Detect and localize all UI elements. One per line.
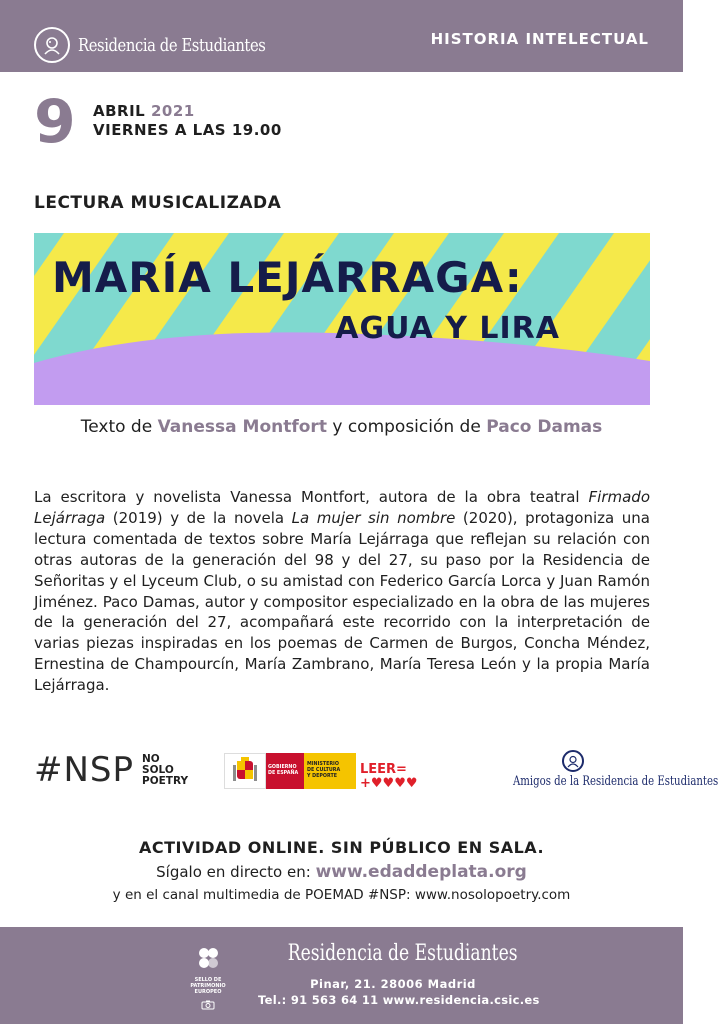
gobierno-panel xyxy=(266,753,304,789)
footer-contact: Tel.: 91 563 64 11 www.residencia.csic.es xyxy=(258,993,540,1007)
credits-middle: y composición de xyxy=(326,417,487,437)
work-title-1: Firmado Lejárraga xyxy=(34,488,650,527)
channel-line: y en el canal multimedia de POEMAD #NSP: www.nosolopoetry.com xyxy=(112,887,571,903)
description-part-3: (2020), protagoniza una lectura comentada de textos sobre María Lejárraga que reflejan su relación con otras autoras de la generación del 98 y del 27, su paso por la Residencia de Señoritas y el Lyceum Club, o su amistad con Federico García Lorca y Juan Ramón Jiménez. Paco Damas, autor y compositor especializado en la obra de las mujeres de la generación del 27, acompañará este recorrido con la interpretación de varias piezas inspiradas en los poemas de Carmen de Burgos, Concha Méndez, Ernestina de Champourcín, María Zambrano, María Teresa León y la propia María Lejárraga. xyxy=(34,508,650,695)
leer-line-1: LEER= xyxy=(360,762,407,777)
footer-brand-name: Residencia de Estudiantes xyxy=(287,941,518,966)
online-notice: ACTIVIDAD ONLINE. SIN PÚBLICO EN SALA. xyxy=(138,838,545,857)
nsp-word-2: SOLO xyxy=(142,763,174,776)
nsp-hash: #NSP xyxy=(34,750,135,790)
edaddeplata-link[interactable]: www.edaddeplata.org xyxy=(315,862,527,882)
event-description xyxy=(34,487,650,696)
event-banner xyxy=(34,233,650,405)
spain-coat-of-arms-icon xyxy=(224,753,266,789)
event-year: 2021 xyxy=(150,102,195,120)
heritage-label-1: SELLO DE xyxy=(194,977,222,983)
credits-prefix: Texto de xyxy=(80,417,158,437)
brand xyxy=(34,27,307,63)
nsp-words xyxy=(142,754,188,787)
sponsor-logos xyxy=(34,750,718,795)
footer-address: Pinar, 21. 28006 Madrid xyxy=(310,977,476,991)
follow-line xyxy=(0,862,683,882)
heritage-seal-icon xyxy=(195,945,221,971)
nsp-word-3: POETRY xyxy=(142,774,189,787)
amigos-emblem-icon xyxy=(562,750,584,772)
banner-subtitle: AGUA Y LIRA xyxy=(335,311,560,346)
banner-stripe xyxy=(714,233,718,405)
event-day: 9 xyxy=(34,87,76,157)
leer-line-2: +♥♥♥♥ xyxy=(360,776,418,791)
camera-icon xyxy=(201,1000,215,1010)
amigos-logo xyxy=(496,750,718,789)
nsp-logo xyxy=(34,750,188,790)
event-category: LECTURA MUSICALIZADA xyxy=(34,193,282,213)
gov-label-2: DE ESPAÑA xyxy=(268,771,299,776)
heritage-seal xyxy=(186,945,230,1014)
residencia-logo-icon xyxy=(34,27,70,63)
banner-stripe xyxy=(0,233,9,405)
brand-name: Residencia de Estudiantes xyxy=(78,34,266,56)
credits xyxy=(0,417,683,437)
section-title: HISTORIA INTELECTUAL xyxy=(430,30,649,48)
ministry-label-1: MINISTERIO xyxy=(307,762,339,767)
work-title-2: La mujer sin nombre xyxy=(291,508,456,527)
ministerio-panel xyxy=(304,753,356,789)
footer-bar xyxy=(0,927,683,1024)
gobierno-logo xyxy=(224,753,356,789)
follow-prefix: Sígalo en directo en: xyxy=(156,863,316,881)
event-month-year xyxy=(93,102,195,120)
composer-name: Paco Damas xyxy=(486,417,603,437)
header-bar xyxy=(0,0,683,72)
ministry-label-3: Y DEPORTE xyxy=(307,774,338,779)
description-part-2: (2019) y de la novela xyxy=(105,508,292,527)
description-part-1: La escritora y novelista Vanessa Montfort, autora de la obra teatral xyxy=(34,488,589,506)
author-name: Vanessa Montfort xyxy=(157,417,327,437)
leer-logo xyxy=(360,763,418,791)
event-month: ABRIL xyxy=(93,102,146,120)
ministry-label-2: DE CULTURA xyxy=(307,768,341,773)
nsp-word-1: NO xyxy=(142,752,160,765)
event-time: VIERNES A LAS 19.00 xyxy=(93,121,282,139)
heritage-label-2: PATRIMONIO EUROPEO xyxy=(190,983,226,995)
amigos-name: Amigos de la Residencia de Estudiantes xyxy=(512,774,718,789)
banner-title: MARÍA LEJÁRRAGA: xyxy=(52,253,523,302)
gov-label-1: GOBIERNO xyxy=(268,765,297,770)
